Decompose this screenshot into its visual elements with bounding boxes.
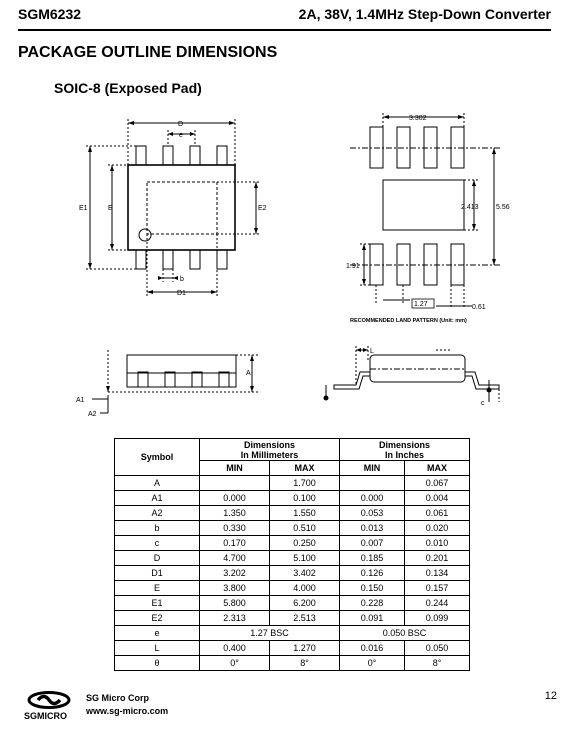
label-c: c bbox=[481, 400, 485, 407]
section-title: PACKAGE OUTLINE DIMENSIONS bbox=[18, 44, 278, 61]
label-3302: 3.302 bbox=[409, 115, 427, 122]
footer-web: www.sg-micro.com bbox=[86, 706, 169, 716]
label-E: E bbox=[108, 205, 113, 212]
label-L: L bbox=[370, 348, 374, 355]
table-row: D1 3.202 3.402 0.126 0.134 bbox=[115, 566, 470, 581]
label-E2: E2 bbox=[258, 205, 267, 212]
label-D1: D1 bbox=[177, 290, 186, 297]
label-127: 1.27 bbox=[414, 301, 428, 308]
table-row: E2 2.313 2.513 0.091 0.099 bbox=[115, 611, 470, 626]
mm-max-header: MAX bbox=[270, 461, 340, 476]
bottom-pin bbox=[136, 250, 146, 269]
sgmicro-logo bbox=[22, 690, 82, 722]
document-title: 2A, 38V, 1.4MHz Step-Down Converter bbox=[298, 6, 551, 22]
package-title: SOIC-8 (Exposed Pad) bbox=[54, 80, 202, 96]
table-row: A1 0.000 0.100 0.000 0.004 bbox=[115, 491, 470, 506]
label-E1: E1 bbox=[79, 205, 88, 212]
front-lead bbox=[138, 372, 148, 387]
table-row: A2 1.350 1.550 0.053 0.061 bbox=[115, 506, 470, 521]
mm-header: Dimensions In Millimeters bbox=[200, 439, 340, 461]
label-D: D bbox=[178, 121, 184, 128]
table-row: e 1.27 BSC 0.050 BSC bbox=[115, 626, 470, 641]
label-556: 5.56 bbox=[496, 204, 510, 211]
table-row: A 1.700 0.067 bbox=[115, 476, 470, 491]
page-number: 12 bbox=[544, 690, 557, 702]
label-061: 0.61 bbox=[472, 304, 486, 311]
bottom-pin bbox=[217, 250, 227, 269]
package-body bbox=[128, 165, 235, 250]
bottom-pin bbox=[163, 250, 173, 269]
front-body-bottom bbox=[127, 373, 236, 387]
top-pin bbox=[190, 146, 200, 165]
table-row: E1 5.800 6.200 0.228 0.244 bbox=[115, 596, 470, 611]
top-pin bbox=[163, 146, 173, 165]
top-pin bbox=[217, 146, 227, 165]
land-thermal-pad bbox=[383, 180, 464, 230]
table-row: c 0.170 0.250 0.007 0.010 bbox=[115, 536, 470, 551]
table-row: L 0.400 1.270 0.016 0.050 bbox=[115, 641, 470, 656]
inch-header: Dimensions In Inches bbox=[340, 439, 470, 461]
side-view-drawing bbox=[326, 346, 499, 402]
side-lead-right bbox=[465, 372, 499, 389]
front-lead bbox=[192, 372, 202, 387]
side-lead-left bbox=[334, 372, 370, 389]
label-A1: A1 bbox=[76, 397, 85, 404]
front-view-drawing bbox=[92, 350, 258, 413]
front-lead bbox=[165, 372, 175, 387]
top-pin bbox=[136, 146, 146, 165]
front-body-top bbox=[127, 355, 236, 373]
label-A2: A2 bbox=[88, 411, 97, 418]
label-191: 1.91 bbox=[346, 263, 360, 270]
table-row: b 0.330 0.510 0.013 0.020 bbox=[115, 521, 470, 536]
logo-wordmark: SGMICRO bbox=[24, 711, 68, 721]
land-pattern-caption: RECOMMENDED LAND PATTERN (Unit: mm) bbox=[350, 318, 467, 324]
in-min-header: MIN bbox=[340, 461, 405, 476]
front-lead bbox=[219, 372, 229, 387]
table-row: E 3.800 4.000 0.150 0.157 bbox=[115, 581, 470, 596]
dimensions-table bbox=[114, 438, 470, 671]
table-row: θ 0° 8° 0° 8° bbox=[115, 656, 470, 671]
table-row: D 4.700 5.100 0.185 0.201 bbox=[115, 551, 470, 566]
label-b: b bbox=[180, 276, 184, 283]
label-e: e bbox=[179, 132, 183, 139]
part-number: SGM6232 bbox=[18, 6, 82, 22]
symbol-header: Symbol bbox=[115, 439, 200, 476]
mm-min-header: MIN bbox=[200, 461, 270, 476]
label-A: A bbox=[246, 370, 251, 377]
footer-corp: SG Micro Corp bbox=[86, 693, 150, 703]
bottom-pin bbox=[190, 250, 200, 269]
label-2413: 2.413 bbox=[461, 204, 479, 211]
in-max-header: MAX bbox=[405, 461, 470, 476]
